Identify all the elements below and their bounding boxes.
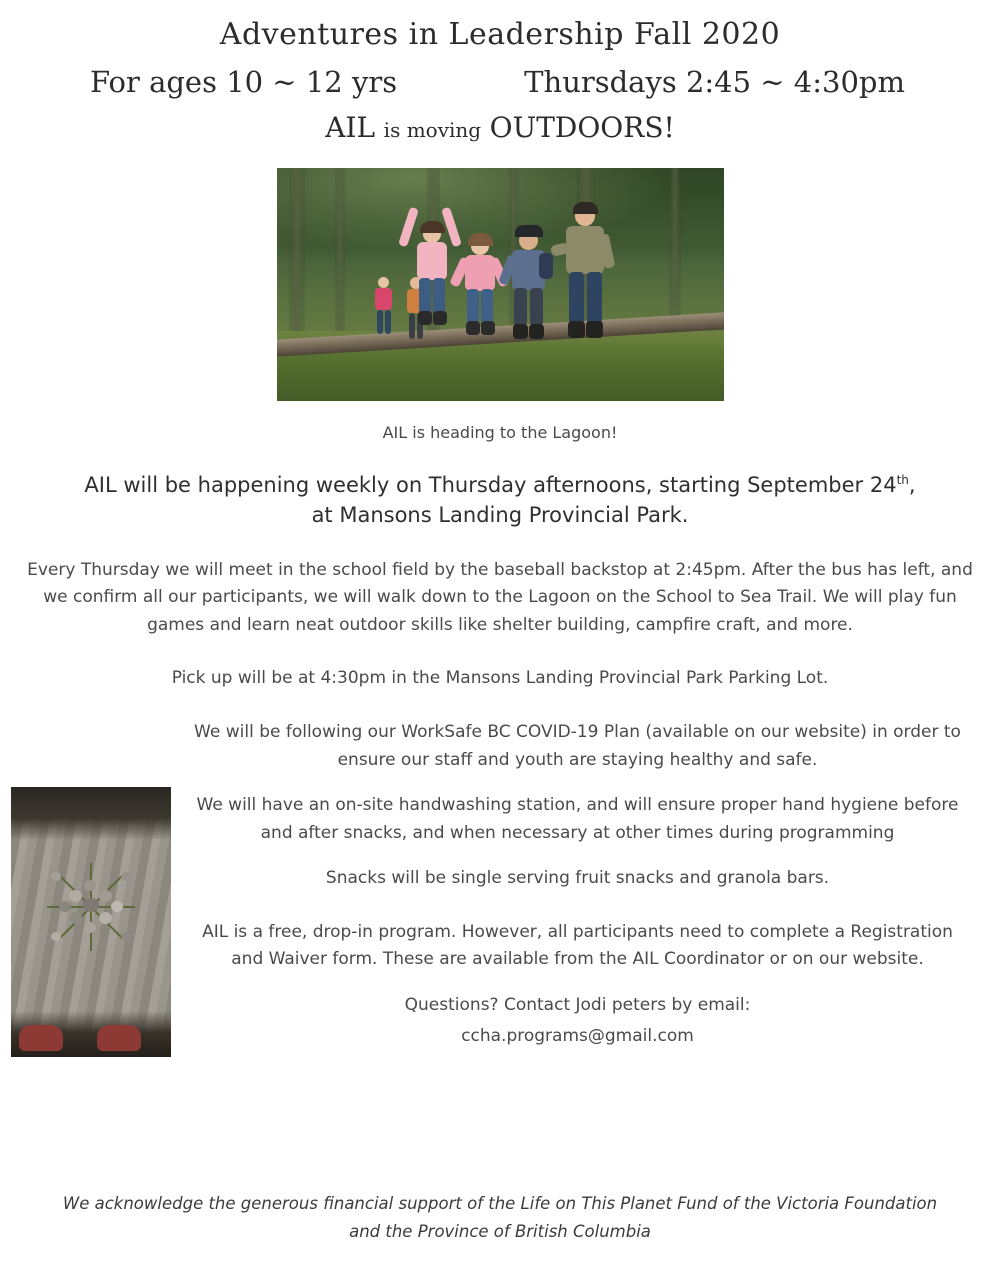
lead-line-1: AIL will be happening weekly on Thursday afternoons, starting September 24 <box>84 473 897 497</box>
schedule-label: Thursdays 2:45 ~ 4:30pm <box>524 65 905 99</box>
kids-running-on-log-photo <box>277 168 724 401</box>
subtitle <box>0 99 1000 144</box>
contact-email[interactable]: ccha.programs@gmail.com <box>461 1026 694 1047</box>
photo-scene <box>277 168 724 401</box>
paragraph-snacks: Snacks will be single serving fruit snacks and granola bars. <box>325 868 830 889</box>
poster-header <box>0 0 1000 144</box>
funding-line-2: and the Province of British Columbia <box>349 1221 651 1241</box>
title-details-row <box>0 51 1000 99</box>
lead-ordinal-suffix: th <box>896 473 909 487</box>
child-figure <box>372 277 394 335</box>
subtitle-emphasis: OUTDOORS! <box>489 111 675 144</box>
lead-line-1-end: , <box>908 473 916 497</box>
stone-mandala <box>45 860 137 952</box>
paragraph-handwashing: We will have an on-site handwashing station, and will ensure proper hand hygiene before and after snacks, and when necessary at other times during programming <box>196 795 959 843</box>
subtitle-prefix: AIL <box>325 111 376 144</box>
photo-caption: AIL is heading to the Lagoon! <box>382 423 618 442</box>
child-figure <box>451 231 506 341</box>
paragraph-meeting-details: Every Thursday we will meet in the school field by the baseball backstop at 2:45pm. After the bus has left, and we confirm all our participants, we will walk down to the Lagoon on the School to Sea Trail. We will play fun games and learn neat outdoor skills like shelter building, campfire craft, and more. <box>27 559 973 635</box>
stone-mandala-on-driftwood-photo <box>11 787 171 1057</box>
lead-line-2: at Mansons Landing Provincial Park. <box>311 503 689 528</box>
funding-line-1: We acknowledge the generous financial support of the Life on This Planet Fund of the Victoria Foundation <box>62 1193 938 1213</box>
adult-leader-figure <box>549 206 615 346</box>
shoe <box>19 1025 63 1051</box>
ages-label: For ages 10 ~ 12 yrs <box>90 65 398 99</box>
lead-statement <box>22 470 978 531</box>
paragraph-contact: Questions? Contact Jodi peters by email: <box>404 994 751 1015</box>
photo-top-shadow <box>11 787 171 839</box>
paragraph-pickup: Pick up will be at 4:30pm in the Mansons Landing Provincial Park Parking Lot. <box>171 668 829 689</box>
shoe <box>97 1025 141 1051</box>
paragraph-covid-plan: We will be following our WorkSafe BC COVID-19 Plan (available on our website) in order to ensure our staff and youth are staying healthy and safe. <box>194 722 961 770</box>
funding-acknowledgement <box>0 1190 1000 1246</box>
page-title: Adventures in Leadership Fall 2020 <box>219 17 781 52</box>
subtitle-middle: is moving <box>383 118 482 142</box>
paragraph-registration: AIL is a free, drop-in program. However, all participants need to complete a Registration and Waiver form. These are available from the AIL Coordinator or on our website. <box>202 921 953 970</box>
